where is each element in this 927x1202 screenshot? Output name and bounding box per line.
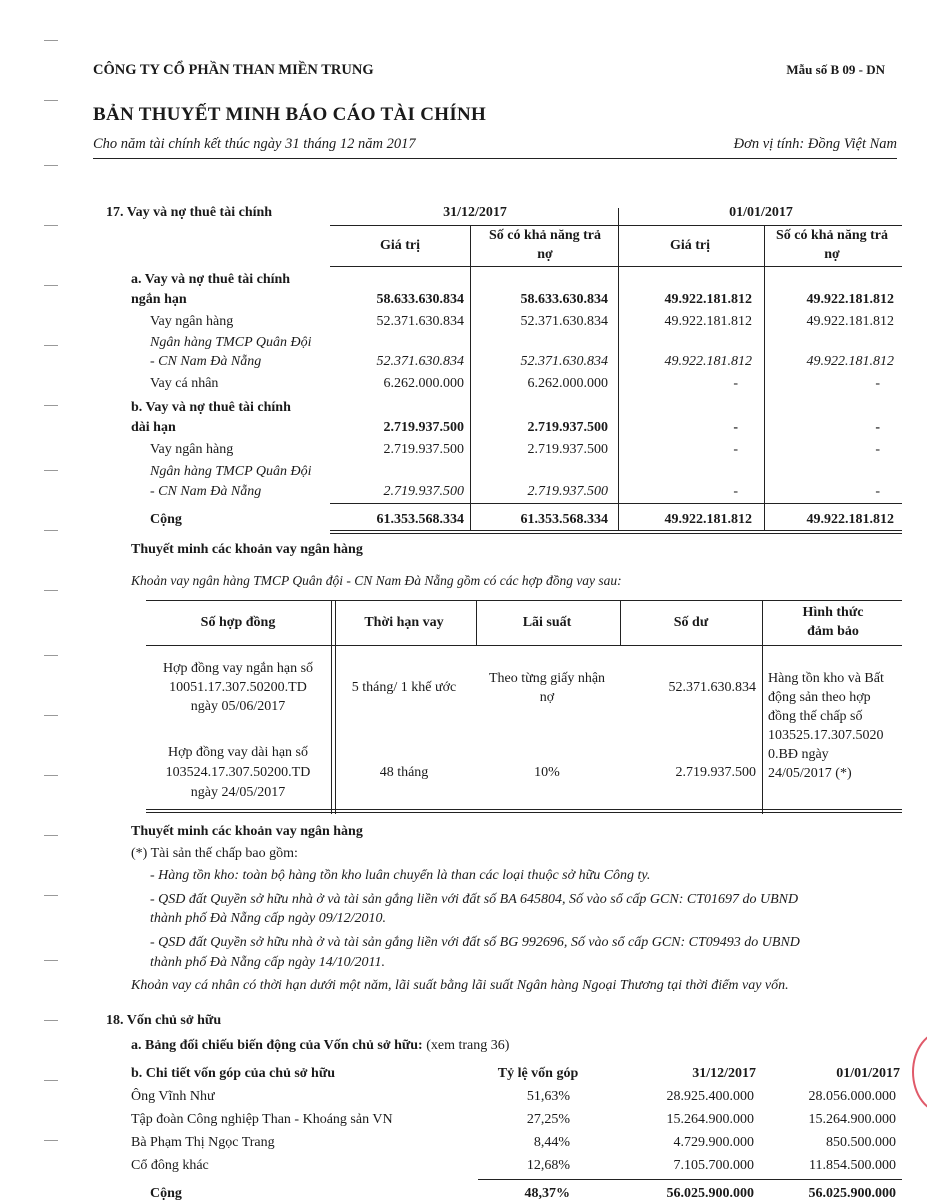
- col-date-1: 31/12/2017: [692, 1066, 756, 1081]
- col-value-2: Giá trị: [669, 238, 711, 253]
- cell-value: 49.922.181.812: [664, 292, 752, 307]
- form-code: Mẫu số B 09 - DN: [786, 62, 885, 77]
- shareholder-value-1: 28.925.400.000: [666, 1089, 754, 1104]
- contract-line: Hợp đồng vay dài hạn số: [168, 745, 308, 760]
- cell-value: 52.371.630.834: [376, 314, 464, 329]
- section-17-title: 17. Vay và nợ thuê tài chính: [106, 205, 273, 220]
- collateral-line: 0.BĐ ngày: [768, 747, 829, 762]
- cell-value: 49.922.181.812: [806, 314, 894, 329]
- cell-value: -: [733, 420, 738, 435]
- col-divider: [620, 600, 621, 645]
- shareholder-name: Cổ đông khác: [131, 1158, 209, 1173]
- shareholder-value-2: 15.264.900.000: [808, 1112, 896, 1127]
- cell-value: 2.719.937.500: [383, 484, 464, 499]
- cell-value: 52.371.630.834: [376, 354, 464, 369]
- row-label: dài hạn: [131, 420, 176, 435]
- cell-value: 2.719.937.500: [383, 442, 464, 457]
- collateral-note-line: - QSD đất Quyền sở hữu nhà ở và tài sản gắng liền với đất số BG 992696, Số vào sổ cấp GCN: CT09493 do UBND: [150, 935, 800, 950]
- contract-line: 103524.17.307.50200.TD: [165, 765, 311, 780]
- row-label: Cộng: [150, 512, 182, 527]
- col-balance: Số dư: [673, 615, 709, 630]
- cell-value: -: [733, 484, 738, 499]
- subtotal-rule: [478, 1179, 902, 1180]
- shareholder-ratio: 8,44%: [533, 1135, 570, 1150]
- col-divider: [476, 600, 477, 645]
- total-label: Cộng: [150, 1186, 182, 1201]
- contract-rate: nợ: [539, 690, 555, 705]
- cell-value: -: [875, 420, 880, 435]
- row-label: Ngân hàng TMCP Quân Đội: [150, 464, 312, 479]
- contract-line: ngày 05/06/2017: [190, 699, 286, 714]
- total-value-1: 56.025.900.000: [666, 1186, 754, 1201]
- shareholder-ratio: 51,63%: [526, 1089, 570, 1104]
- row-label: Ngân hàng TMCP Quân Đội: [150, 335, 312, 350]
- contract-line: Hợp đồng vay ngắn hạn số: [162, 661, 314, 676]
- section-18-a: [131, 1038, 509, 1054]
- col-divider: [331, 600, 332, 814]
- total-double-rule: [330, 530, 902, 534]
- contract-term: 48 tháng: [379, 765, 429, 780]
- contract-balance: 2.719.937.500: [675, 765, 756, 780]
- row-label: - CN Nam Đà Nẵng: [150, 484, 262, 499]
- col-ratio: Tỷ lệ vốn góp: [497, 1066, 579, 1081]
- shareholder-name: Bà Phạm Thị Ngọc Trang: [131, 1135, 275, 1150]
- currency-unit: Đơn vị tính: Đồng Việt Nam: [733, 136, 897, 152]
- table-header-rule: [146, 645, 902, 646]
- header-rule: [93, 158, 897, 159]
- cell-value: 2.719.937.500: [383, 420, 464, 435]
- contract-rate: 10%: [534, 765, 560, 780]
- col-pay-1a: Số có khả năng trả: [488, 228, 602, 243]
- loan-note-intro: Khoản vay ngân hàng TMCP Quân đội - CN Nam Đà Nẵng gồm có các hợp đồng vay sau:: [131, 573, 622, 588]
- col-term: Thời hạn vay: [364, 615, 444, 630]
- cell-value: 49.922.181.812: [806, 292, 894, 307]
- shareholder-name: Tập đoàn Công nghiệp Than - Khoáng sản VN: [131, 1112, 393, 1127]
- date-header-2: 01/01/2017: [729, 205, 793, 220]
- cell-value: 49.922.181.812: [806, 512, 894, 527]
- subtotal-rule: [330, 503, 902, 504]
- section-18-a-note: (xem trang 36): [426, 1038, 510, 1053]
- col-pay-2a: Số có khả năng trả: [775, 228, 889, 243]
- row-label: b. Vay và nợ thuê tài chính: [131, 400, 291, 415]
- cell-value: 52.371.630.834: [520, 354, 608, 369]
- cell-value: 49.922.181.812: [664, 314, 752, 329]
- shareholder-value-2: 28.056.000.000: [808, 1089, 896, 1104]
- row-label: ngắn hạn: [131, 292, 187, 307]
- table-bottom-double-rule: [146, 809, 902, 813]
- date-rule: [330, 225, 902, 226]
- collateral-line: Hàng tồn kho và Bất: [768, 671, 884, 686]
- document-title: BẢN THUYẾT MINH BÁO CÁO TÀI CHÍNH: [93, 104, 487, 125]
- cell-value: 49.922.181.812: [664, 512, 752, 527]
- collateral-note-line: thành phố Đà Nẵng cấp ngày 09/12/2010.: [150, 911, 387, 926]
- shareholder-value-2: 11.854.500.000: [809, 1158, 896, 1173]
- table-top-rule: [146, 600, 902, 601]
- capital-table-title: b. Chi tiết vốn góp của chủ sở hữu: [131, 1066, 336, 1081]
- row-label: - CN Nam Đà Nẵng: [150, 354, 262, 369]
- row-label: Vay cá nhân: [150, 376, 219, 391]
- cell-value: 2.719.937.500: [527, 484, 608, 499]
- contract-line: 10051.17.307.50200.TD: [169, 680, 307, 695]
- cell-value: -: [875, 442, 880, 457]
- collateral-line: 103525.17.307.5020: [768, 728, 884, 743]
- cell-value: 58.633.630.834: [376, 292, 464, 307]
- collateral-note-heading: Thuyết minh các khoản vay ngân hàng: [131, 824, 363, 839]
- cell-value: -: [875, 484, 880, 499]
- shareholder-value-1: 15.264.900.000: [666, 1112, 754, 1127]
- collateral-note-line: (*) Tài sản thế chấp bao gồm:: [131, 846, 298, 861]
- shareholder-ratio: 27,25%: [526, 1112, 570, 1127]
- cell-value: -: [733, 376, 738, 391]
- shareholder-ratio: 12,68%: [526, 1158, 570, 1173]
- col-divider: [618, 208, 619, 531]
- row-label: a. Vay và nợ thuê tài chính: [131, 272, 291, 287]
- col-contract: Số hợp đồng: [200, 615, 276, 630]
- contract-balance: 52.371.630.834: [668, 680, 756, 695]
- cell-value: 52.371.630.834: [520, 314, 608, 329]
- col-pay-2b: nợ: [824, 247, 840, 262]
- collateral-line: 24/05/2017 (*): [768, 766, 852, 781]
- col-collateral-b: đảm bảo: [807, 624, 859, 639]
- col-divider: [470, 225, 471, 531]
- collateral-note-line: - Hàng tồn kho: toàn bộ hàng tồn kho luân chuyển là than các loại thuộc sở hữu Công ty.: [150, 868, 651, 883]
- header-bottom-rule: [330, 266, 902, 267]
- col-pay-1b: nợ: [537, 247, 553, 262]
- cell-value: 61.353.568.334: [376, 512, 464, 527]
- company-name: CÔNG TY CỔ PHẦN THAN MIỀN TRUNG: [93, 62, 374, 78]
- shareholder-value-1: 4.729.900.000: [673, 1135, 754, 1150]
- row-label: Vay ngân hàng: [150, 442, 234, 457]
- col-rate: Lãi suất: [522, 615, 572, 630]
- shareholder-value-1: 7.105.700.000: [673, 1158, 754, 1173]
- cell-value: 2.719.937.500: [527, 442, 608, 457]
- contract-rate: Theo từng giấy nhận: [488, 671, 606, 686]
- cell-value: -: [733, 442, 738, 457]
- section-18-a-label: a. Bảng đối chiếu biến động của Vốn chủ sở hữu:: [131, 1038, 423, 1053]
- col-value-1: Giá trị: [379, 238, 421, 253]
- shareholder-value-2: 850.500.000: [826, 1135, 896, 1150]
- cell-value: 6.262.000.000: [383, 376, 464, 391]
- collateral-note-line: Khoản vay cá nhân có thời hạn dưới một năm, lãi suất bằng lãi suất Ngân hàng Ngoại Thương tại thời điểm vay vốn.: [131, 978, 789, 993]
- shareholder-name: Ông Vĩnh Như: [131, 1089, 215, 1104]
- cell-value: 6.262.000.000: [527, 376, 608, 391]
- row-label: Vay ngân hàng: [150, 314, 234, 329]
- collateral-line: đồng thế chấp số: [768, 709, 863, 724]
- date-header-1: 31/12/2017: [443, 205, 507, 220]
- cell-value: 58.633.630.834: [520, 292, 608, 307]
- cell-value: -: [875, 376, 880, 391]
- cell-value: 2.719.937.500: [527, 420, 608, 435]
- total-ratio: 48,37%: [524, 1186, 570, 1201]
- total-value-2: 56.025.900.000: [808, 1186, 896, 1201]
- col-divider: [335, 600, 336, 814]
- section-18-title: 18. Vốn chủ sở hữu: [106, 1013, 222, 1028]
- collateral-note-line: - QSD đất Quyền sở hữu nhà ở và tài sản gắng liền với đất số BA 645804, Số vào sổ cấp GCN: CT01697 do UBND: [150, 892, 799, 907]
- col-collateral-a: Hình thức: [802, 605, 864, 620]
- cell-value: 49.922.181.812: [664, 354, 752, 369]
- collateral-line: động sản theo hợp: [768, 690, 871, 705]
- loan-note-heading: Thuyết minh các khoản vay ngân hàng: [131, 542, 363, 557]
- collateral-note-line: thành phố Đà Nẵng cấp ngày 14/10/2011.: [150, 955, 386, 970]
- col-date-2: 01/01/2017: [836, 1066, 900, 1081]
- period-text: Cho năm tài chính kết thúc ngày 31 tháng 12 năm 2017: [93, 136, 416, 152]
- contract-term: 5 tháng/ 1 khế ước: [351, 680, 457, 695]
- red-stamp: [912, 1030, 927, 1114]
- cell-value: 49.922.181.812: [806, 354, 894, 369]
- cell-value: 61.353.568.334: [520, 512, 608, 527]
- col-divider: [762, 600, 763, 814]
- contract-line: ngày 24/05/2017: [190, 785, 286, 800]
